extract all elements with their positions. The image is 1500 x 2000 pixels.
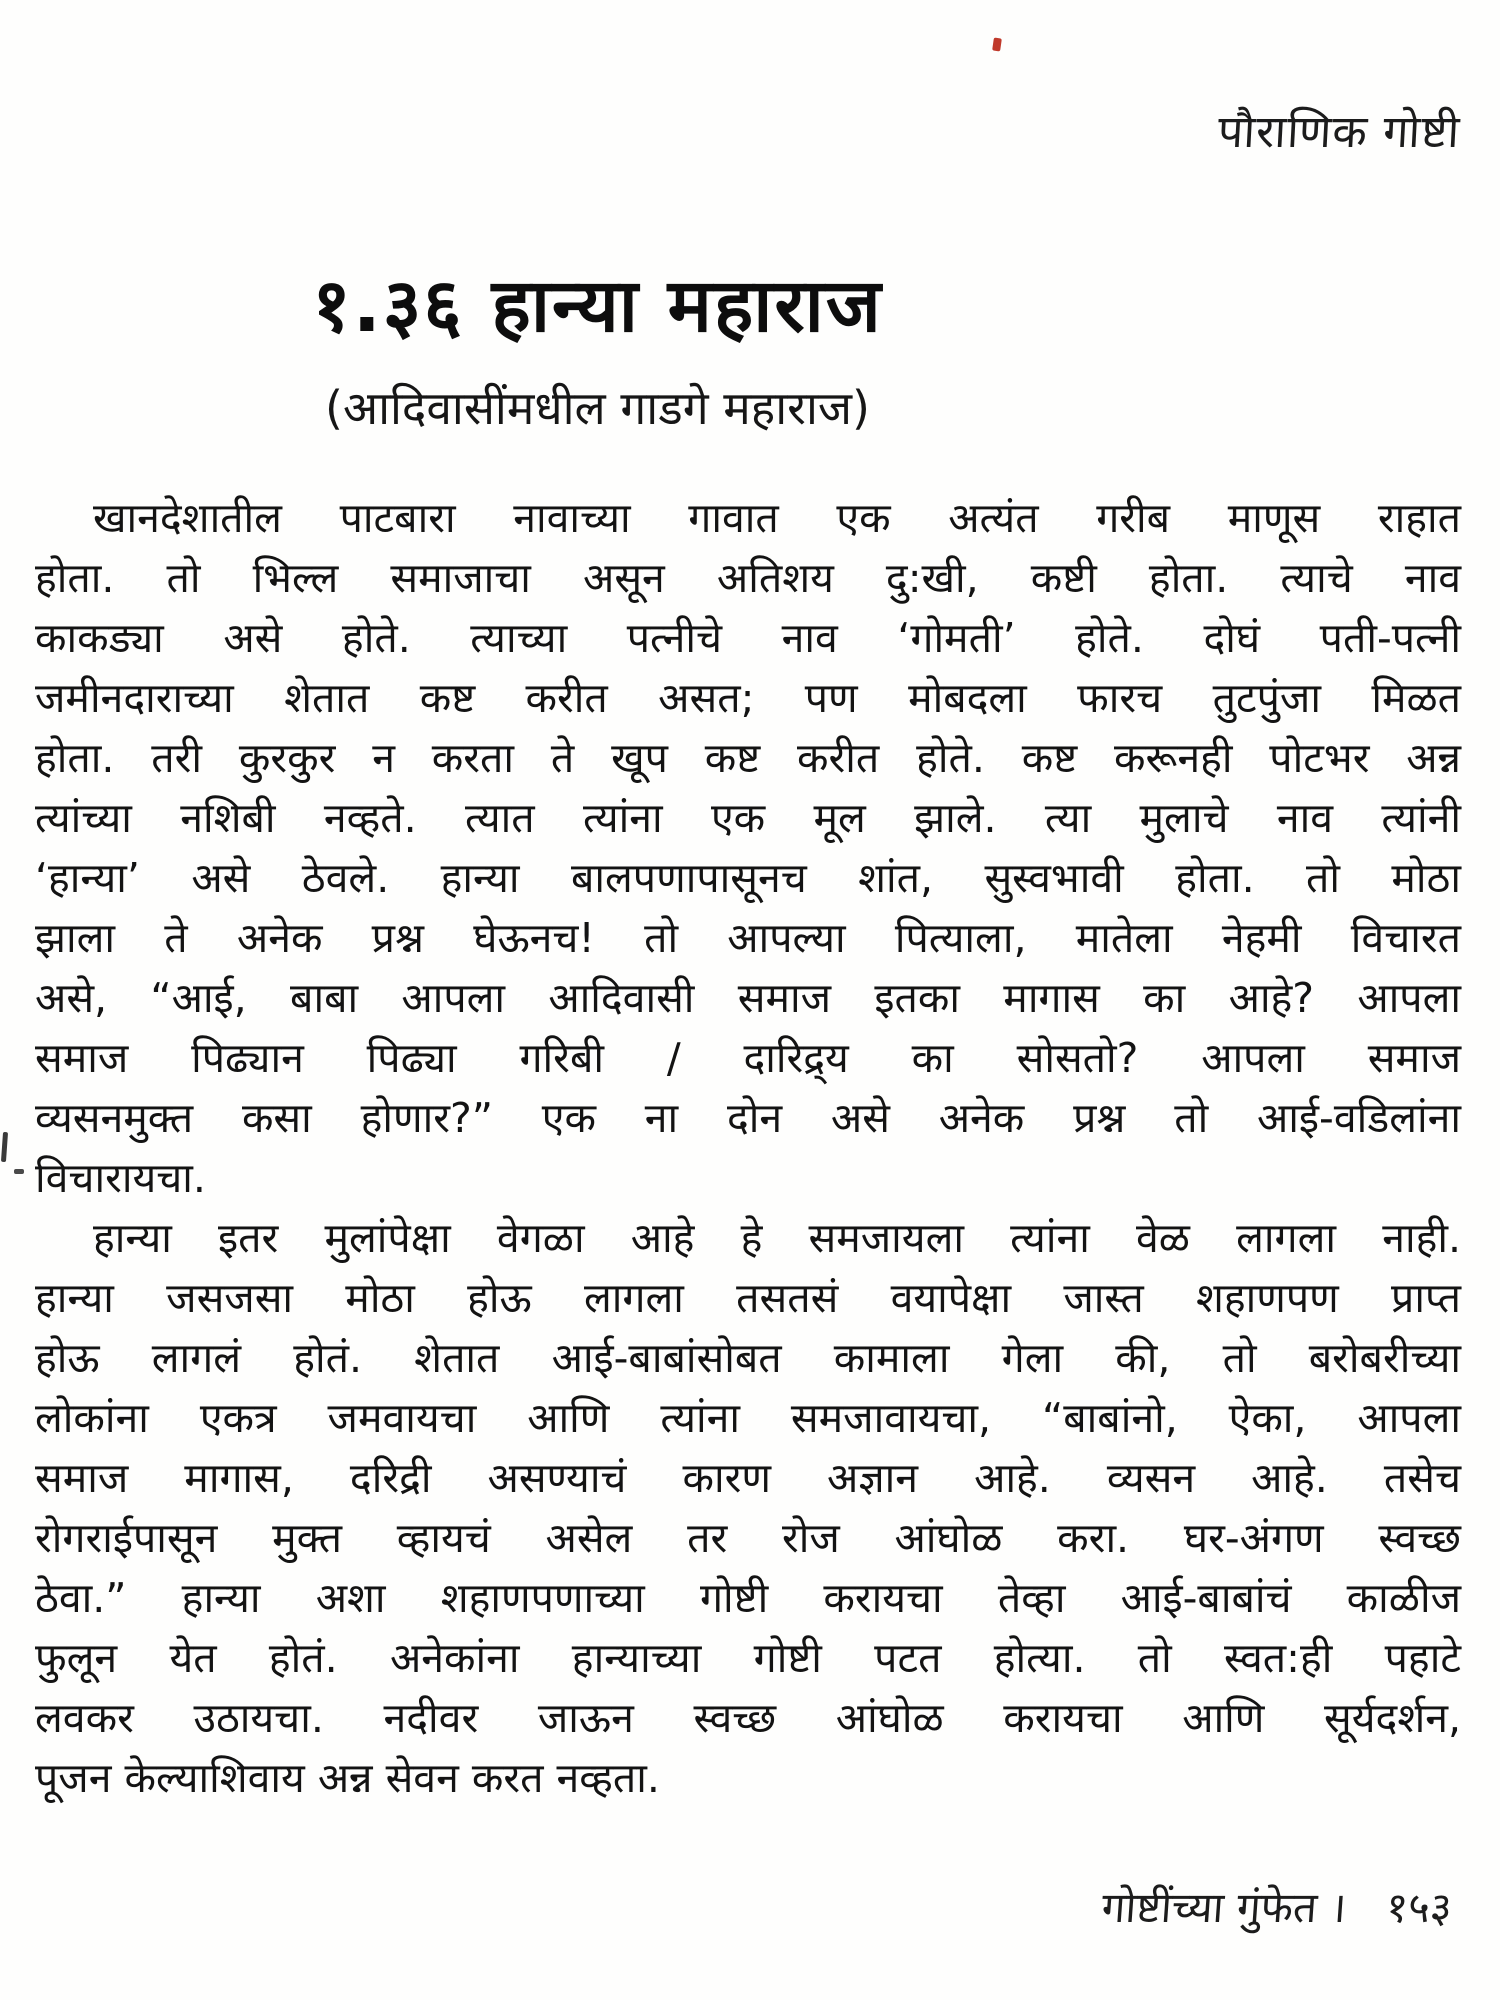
text-line: काकड्या असे होते. त्याच्या पत्नीचे नाव ‘गोमती’ होते. दोघं पती-पत्नी [35,614,1461,662]
text-line: व्यसनमुक्त कसा होणार?” एक ना दोन असे अनेक प्रश्न तो आई-वडिलांना [35,1094,1461,1142]
story-body [35,488,1461,1808]
page-title: १.३६ हान्या महाराज [312,263,883,349]
text-line: झाला ते अनेक प्रश्न घेऊनच! तो आपल्या पित्याला, मातेला नेहमी विचारत [35,914,1461,962]
text-line: ‘हान्या’ असे ठेवले. हान्या बालपणापासूनच शांत, सुस्वभावी होता. तो मोठा [35,854,1461,902]
text-line: असे, “आई, बाबा आपला आदिवासी समाज इतका मागास का आहे? आपला [35,974,1461,1022]
text-line: त्यांच्या नशिबी नव्हते. त्यात त्यांना एक मूल झाले. त्या मुलाचे नाव त्यांनी [35,794,1461,842]
running-header: पौराणिक गोष्टी [1216,105,1462,158]
text-line: खानदेशातील पाटबारा नावाच्या गावात एक अत्यंत गरीब माणूस राहात [93,494,1461,542]
text-line: होता. तो भिल्ल समाजाचा असून अतिशय दु:खी, कष्टी होता. त्याचे नाव [35,554,1461,602]
text-line: हान्या जसजसा मोठा होऊ लागला तसतसं वयापेक्षा जास्त शहाणपण प्राप्त [35,1274,1461,1322]
text-line: समाज पिढ्यान पिढ्या गरिबी / दारिद्र्य का सोसतो? आपला समाज [35,1034,1461,1082]
scan-edge-artifact [1,1132,8,1162]
text-line: ठेवा.” हान्या अशा शहाणपणाच्या गोष्टी करायचा तेव्हा आई-बाबांचं काळीज [35,1574,1461,1622]
text-line: पूजन केल्याशिवाय अन्न सेवन करत नव्हता. [35,1754,660,1802]
text-line: लोकांना एकत्र जमवायचा आणि त्यांना समजावायचा, “बाबांनो, ऐका, आपला [35,1394,1461,1442]
red-scan-mark [992,38,1002,52]
page-number: १५३ [1384,1883,1454,1932]
text-line: जमीनदाराच्या शेतात कष्ट करीत असत; पण मोबदला फारच तुटपुंजा मिळत [35,674,1461,722]
scan-edge-dot [14,1169,24,1174]
page-footer [1100,1878,1454,1935]
text-line: फुलून येत होतं. अनेकांना हान्याच्या गोष्टी पटत होत्या. तो स्वत:ही पहाटे [35,1634,1461,1682]
text-line: विचारायचा. [35,1154,206,1202]
text-line: होऊ लागलं होतं. शेतात आई-बाबांसोबत कामाला गेला की, तो बरोबरीच्या [35,1334,1461,1382]
page-subtitle: (आदिवासींमधील गाडगे महाराज) [325,381,870,435]
footer-book-title: गोष्टींच्या गुंफेत । [1100,1883,1349,1932]
text-line: हान्या इतर मुलांपेक्षा वेगळा आहे हे समजायला त्यांना वेळ लागला नाही. [93,1214,1461,1262]
text-line: समाज मागास, दरिद्री असण्याचं कारण अज्ञान आहे. व्यसन आहे. तसेच [35,1454,1461,1502]
text-line: होता. तरी कुरकुर न करता ते खूप कष्ट करीत होते. कष्ट करूनही पोटभर अन्न [35,734,1461,782]
text-line: लवकर उठायचा. नदीवर जाऊन स्वच्छ आंघोळ करायचा आणि सूर्यदर्शन, [35,1694,1461,1742]
text-line: रोगराईपासून मुक्त व्हायचं असेल तर रोज आंघोळ करा. घर-अंगण स्वच्छ [35,1514,1461,1562]
